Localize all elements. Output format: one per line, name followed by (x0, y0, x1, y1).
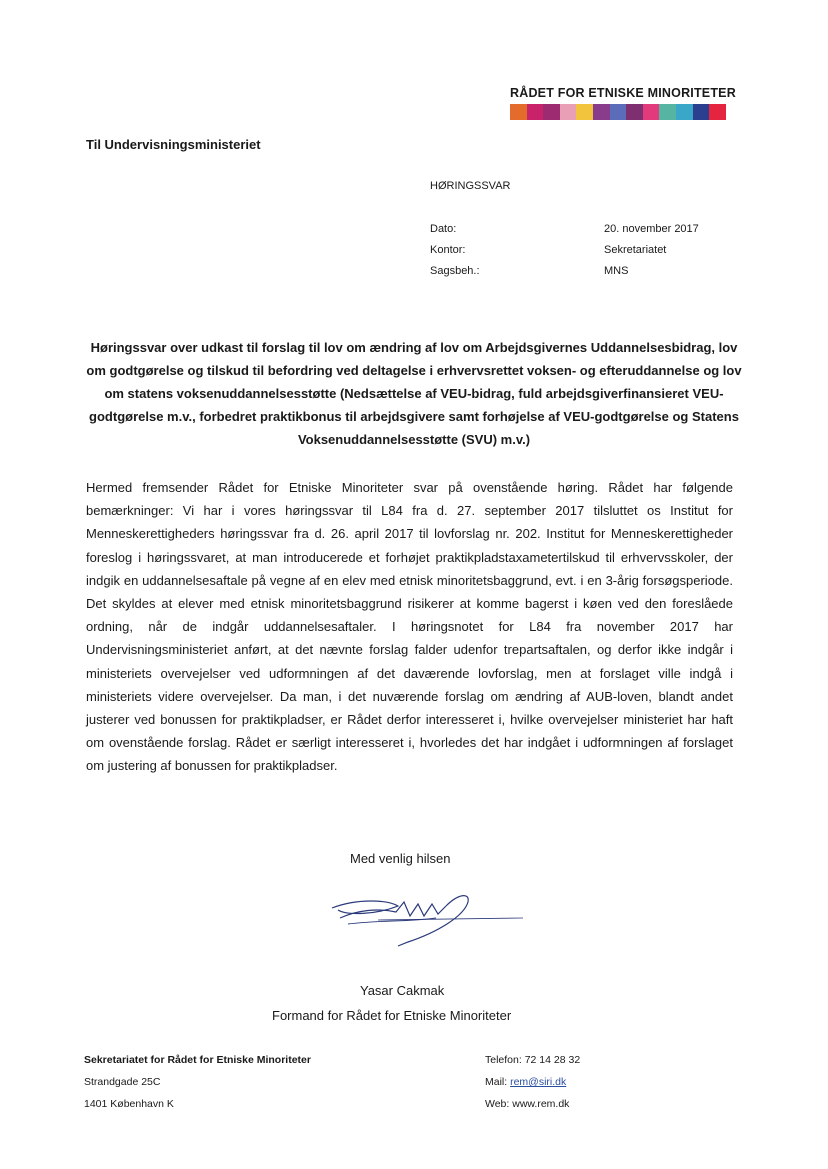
logo-color-segment (626, 104, 643, 120)
footer-mail-label: Mail: (485, 1076, 508, 1088)
footer-web-label: Web: (485, 1098, 510, 1110)
footer-organization: Sekretariatet for Rådet for Etniske Minoriteter (84, 1054, 311, 1066)
date-value: 20. november 2017 (604, 223, 699, 235)
logo-color-segment (560, 104, 577, 120)
footer-web (485, 1098, 569, 1110)
signer-name: Yasar Cakmak (360, 983, 445, 998)
logo-color-segment (693, 104, 710, 120)
logo-color-segment (643, 104, 660, 120)
organization-logo-name: RÅDET FOR ETNISKE MINORITETER (510, 86, 736, 100)
document-title: Høringssvar over udkast til forslag til lov om ændring af lov om Arbejdsgivernes Uddannelsesbidrag, lov om godtgørelse og tilskud til befordring ved deltagelse i erhvervsrettet voksen- og efteruddannelse og lov om statens voksenuddannelsesstøtte (Nedsættelse af VEU-bidrag, fuld arbejdsgiverfinansieret VEU-godtgørelse m.v., forbedret praktikbonus til arbejdsgivere samt forhøjelse af VEU-godtgørelse og Statens Voksenuddannelsesstøtte (SVU) m.v.) (86, 340, 742, 447)
body-paragraph: Hermed fremsender Rådet for Etniske Minoriteter svar på ovenstående høring. Rådet har følgende bemærkninger: Vi har i vores høringssvar til L84 fra d. 27. september 2017 tilsluttet os Institut for Menneskerettigheders høringssvar fra d. 26. april 2017 til lovforslag nr. 202. Institut for Menneskerettigheder foreslog i høringssvaret, at man introducerede et forhøjet praktikpladstaxametertilskud til erhvervsskoler, der indgik en uddannelsesaftale på vegne af en elev med etnisk minoritetsbaggrund, evt. i en 3-årig forsøgsperiode. Det skyldes at elever med etnisk minoritetsbaggrund risikerer at komme bagerst i køen ved den foreslåede ordning, når de indgår uddannelsesaftaler. I høringsnotet for L84 fra november 2017 har Undervisningsministeriet anført, at det nævnte forslag falder udenfor trepartsaftalen, og derfor ikke indgår i ministeriets overvejelser ved udformningen af det daværende lovforslag, men at forslaget ville indgå i ministeriets videre overvejelser. Da man, i det nuværende forslag om ændring af AUB-loven, blandt andet justerer ved bonussen for praktikpladser, er Rådet derfor interesseret i, hvilke overvejelser ministeriet har haft om ovenstående forslag. Rådet er særligt interesseret i, hvorledes det har indgået i udformningen af forslaget om justering af bonussen for praktikpladser. (86, 480, 733, 774)
office-label: Kontor: (430, 244, 466, 256)
footer-mail (485, 1076, 566, 1088)
document-type: HØRINGSSVAR (430, 180, 511, 192)
case-handler-value: MNS (604, 265, 629, 277)
logo-color-segment (510, 104, 527, 120)
case-handler-label: Sagsbeh.: (430, 265, 480, 277)
footer-street: Strandgade 25C (84, 1076, 161, 1088)
footer-phone (485, 1054, 580, 1066)
footer-web-value[interactable]: www.rem.dk (512, 1098, 570, 1110)
recipient: Til Undervisningsministeriet (86, 137, 261, 152)
closing-greeting: Med venlig hilsen (350, 851, 451, 866)
footer-phone-value: 72 14 28 32 (524, 1054, 581, 1066)
logo-color-segment (543, 104, 560, 120)
footer-phone-label: Telefon: (485, 1054, 522, 1066)
logo-color-segment (659, 104, 676, 120)
footer-city: 1401 København K (84, 1098, 174, 1110)
organization-logo-color-bar (510, 104, 726, 120)
logo-color-segment (676, 104, 693, 120)
logo-color-segment (593, 104, 610, 120)
handwritten-signature (318, 880, 528, 950)
logo-color-segment (709, 104, 726, 120)
office-value: Sekretariatet (604, 244, 667, 256)
logo-color-segment (527, 104, 544, 120)
date-label: Dato: (430, 223, 457, 235)
logo-color-segment (610, 104, 627, 120)
footer-email-link[interactable]: rem@siri.dk (510, 1076, 567, 1088)
signer-title: Formand for Rådet for Etniske Minoriteter (272, 1008, 512, 1023)
logo-color-segment (576, 104, 593, 120)
